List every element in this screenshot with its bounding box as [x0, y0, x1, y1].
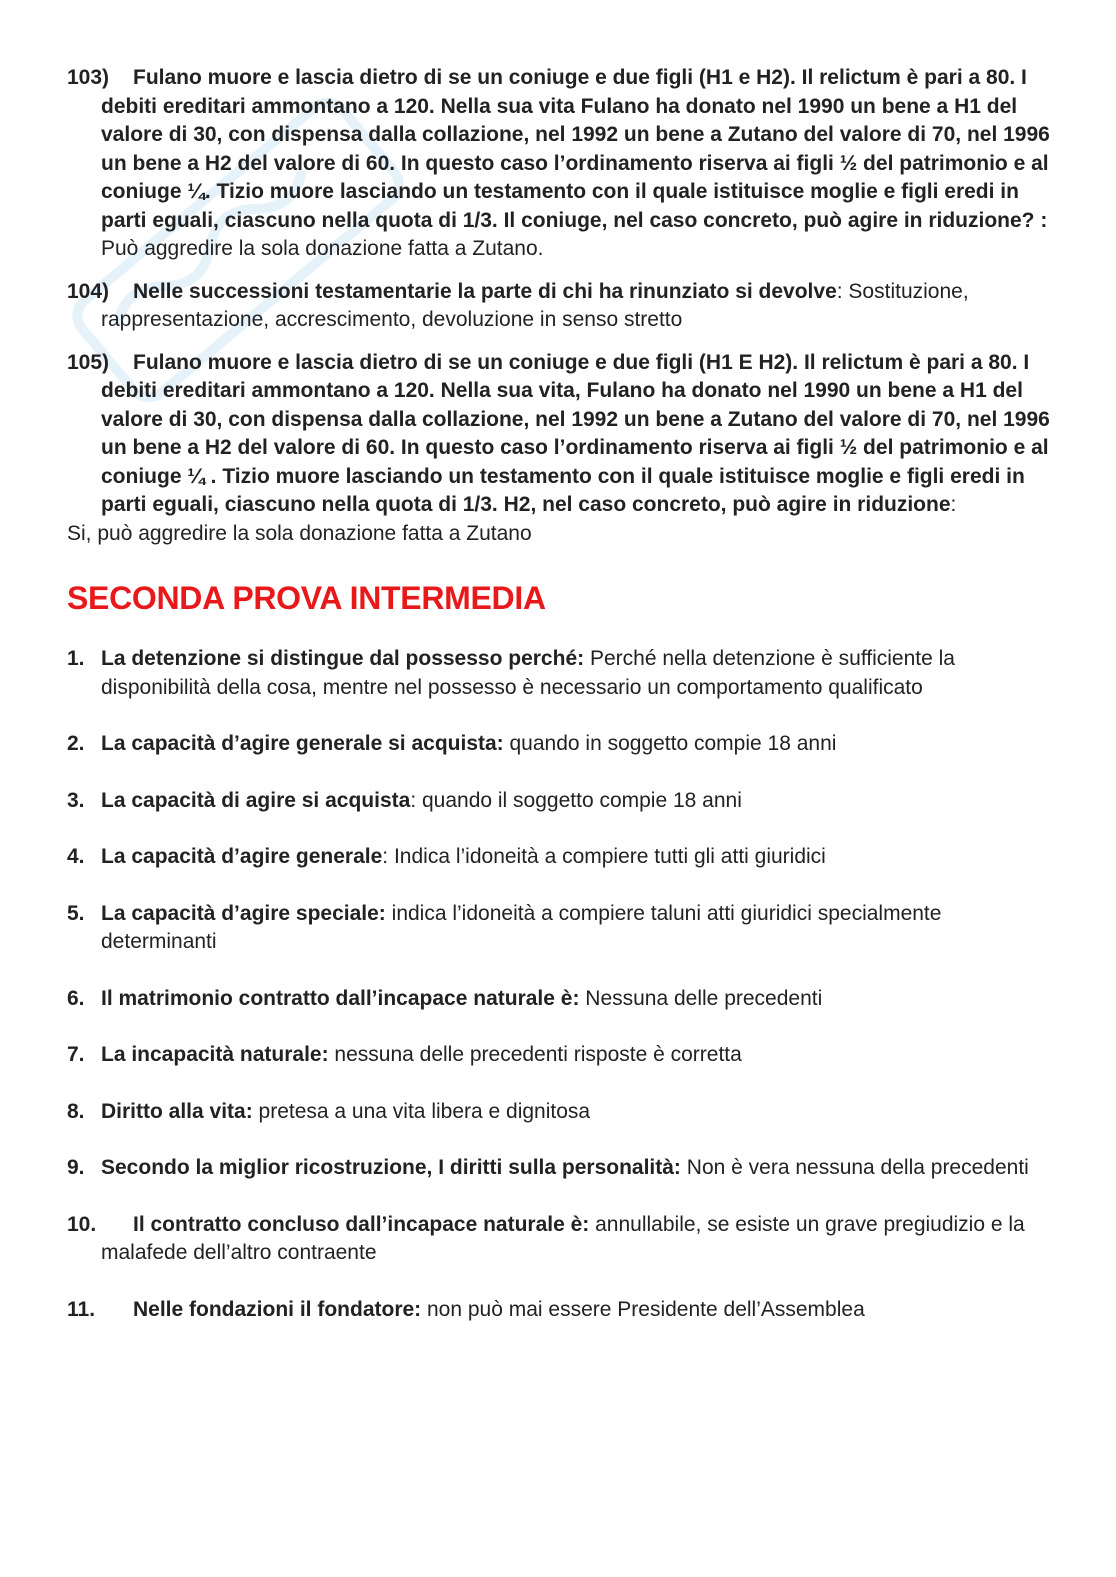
list-item-11 — [67, 1296, 1057, 1325]
answer-text: : — [950, 493, 957, 516]
document-page — [67, 64, 1057, 1352]
list-item-8 — [67, 1098, 1057, 1127]
item-number: 3. — [67, 788, 85, 812]
question-text: La capacità d’agire generale — [101, 845, 383, 868]
question-number: 104) — [67, 279, 110, 303]
list-item-10 — [67, 1211, 1057, 1268]
list-item-1 — [67, 645, 1057, 702]
list-item-6 — [67, 985, 1057, 1014]
item-number: 8. — [67, 1099, 85, 1123]
answer-text: : quando il soggetto compie 18 anni — [410, 788, 742, 812]
answer-text: non può mai essere Presidente dell’Assemblea — [421, 1297, 865, 1321]
answer-text: Nessuna delle precedenti — [579, 986, 823, 1010]
question-item-105 — [67, 349, 1057, 520]
answer-text: Può aggredire la sola donazione fatta a Zutano. — [101, 237, 544, 260]
question-text: La detenzione si distingue dal possesso perché: — [101, 647, 585, 670]
item-number: 1. — [67, 647, 85, 670]
question-text: Fulano muore e lascia dietro di se un coniuge e due figli (H1 E H2). Il relictum è pari a 80. I debiti ereditari ammontano a 120. Nella sua vita, Fulano ha donato nel 1990 un bene a H1 del valore di 30, con dispensa dalla collazione, nel 1992 un bene a Zutano del valore di 70, nel 1996 un bene a H2 del valore di 60. In questo caso l’ordinamento riserva ai figli ½ del patrimonio e al coniuge ¼ . Tizio muore lasciando un testamento con il quale istituisce moglie e figli eredi in parti eguali, ciascuno nella quota di 1/3. H2, nel caso concreto, può agire in riduzione — [101, 350, 1050, 516]
answer-text: Perché nella detenzione è sufficiente la disponibilità della cosa, mentre nel possesso è necessario un comportamento qualificato — [101, 647, 955, 699]
answer-text: nessuna delle precedenti risposte è corretta — [328, 1043, 742, 1066]
question-item-103 — [67, 64, 1057, 264]
list-item-3 — [67, 787, 1057, 816]
answer-text: quando in soggetto compie 18 anni — [503, 732, 837, 755]
item-number: 5. — [67, 901, 85, 925]
question-list — [67, 645, 1057, 1324]
question-text: Nelle successioni testamentarie la parte di chi ha rinunziato si devolve — [133, 279, 837, 303]
question-text: La incapacità naturale: — [101, 1043, 329, 1066]
answer-text: indica l’idoneità a compiere taluni atti giuridici specialmente determinanti — [101, 901, 942, 953]
question-text: La capacità di agire si acquista — [101, 788, 411, 812]
answer-text: Non è vera nessuna della precedenti — [680, 1156, 1029, 1179]
question-number: 105) — [67, 350, 110, 374]
answer-text: pretesa a una vita libera e dignitosa — [252, 1099, 591, 1123]
item-number: 11. — [67, 1297, 96, 1321]
question-text: Diritto alla vita: — [101, 1099, 253, 1123]
question-text: Fulano muore e lascia dietro di se un coniuge e due figli (H1 e H2). Il relictum è pari a 80. I debiti ereditari ammontano a 120. Nella sua vita Fulano ha donato nel 1990 un bene a H1 del valore di 30, con dispensa dalla collazione, nel 1992 un bene a Zutano del valore di 70, nel 1996 un bene a H2 del valore di 60. In questo caso l’ordinamento riserva ai figli ½ del patrimonio e al coniuge ¼. Tizio muore lasciando un testamento con il quale istituisce moglie e figli eredi in parti eguali, ciascuno nella quota di 1/3. Il coniuge, nel caso concreto, può agire in riduzione? : — [101, 66, 1050, 232]
item-number: 2. — [67, 732, 85, 755]
question-number: 103) — [67, 66, 110, 89]
question-text: Il contratto concluso dall’incapace naturale è: — [133, 1212, 590, 1236]
item-number: 4. — [67, 845, 85, 868]
list-item-7 — [67, 1041, 1057, 1070]
question-text: Secondo la miglior ricostruzione, I diritti sulla personalità: — [101, 1156, 681, 1179]
loose-answer: Si, può aggredire la sola donazione fatta a Zutano — [67, 521, 532, 545]
item-number: 9. — [67, 1156, 85, 1179]
list-item-2 — [67, 730, 1057, 759]
item-number: 7. — [67, 1043, 85, 1066]
section-title: SECONDA PROVA INTERMEDIA — [67, 580, 546, 616]
answer-text: annullabile, se esiste un grave pregiudizio e la malafede dell’altro contraente — [101, 1212, 1025, 1264]
question-text: La capacità d’agire speciale: — [101, 901, 386, 925]
list-item-4 — [67, 843, 1057, 872]
question-text: La capacità d’agire generale si acquista: — [101, 732, 504, 755]
item-number: 10. — [67, 1212, 97, 1236]
item-number: 6. — [67, 986, 85, 1010]
answer-text: : Sostituzione, rappresentazione, accrescimento, devoluzione in senso stretto — [101, 279, 969, 331]
question-text: Il matrimonio contratto dall’incapace naturale è: — [101, 986, 580, 1010]
question-text: Nelle fondazioni il fondatore: — [133, 1297, 422, 1321]
list-item-9 — [67, 1154, 1057, 1183]
answer-text: : Indica l’idoneità a compiere tutti gli atti giuridici — [382, 845, 826, 868]
question-item-104 — [67, 278, 1057, 335]
list-item-5 — [67, 900, 1057, 957]
